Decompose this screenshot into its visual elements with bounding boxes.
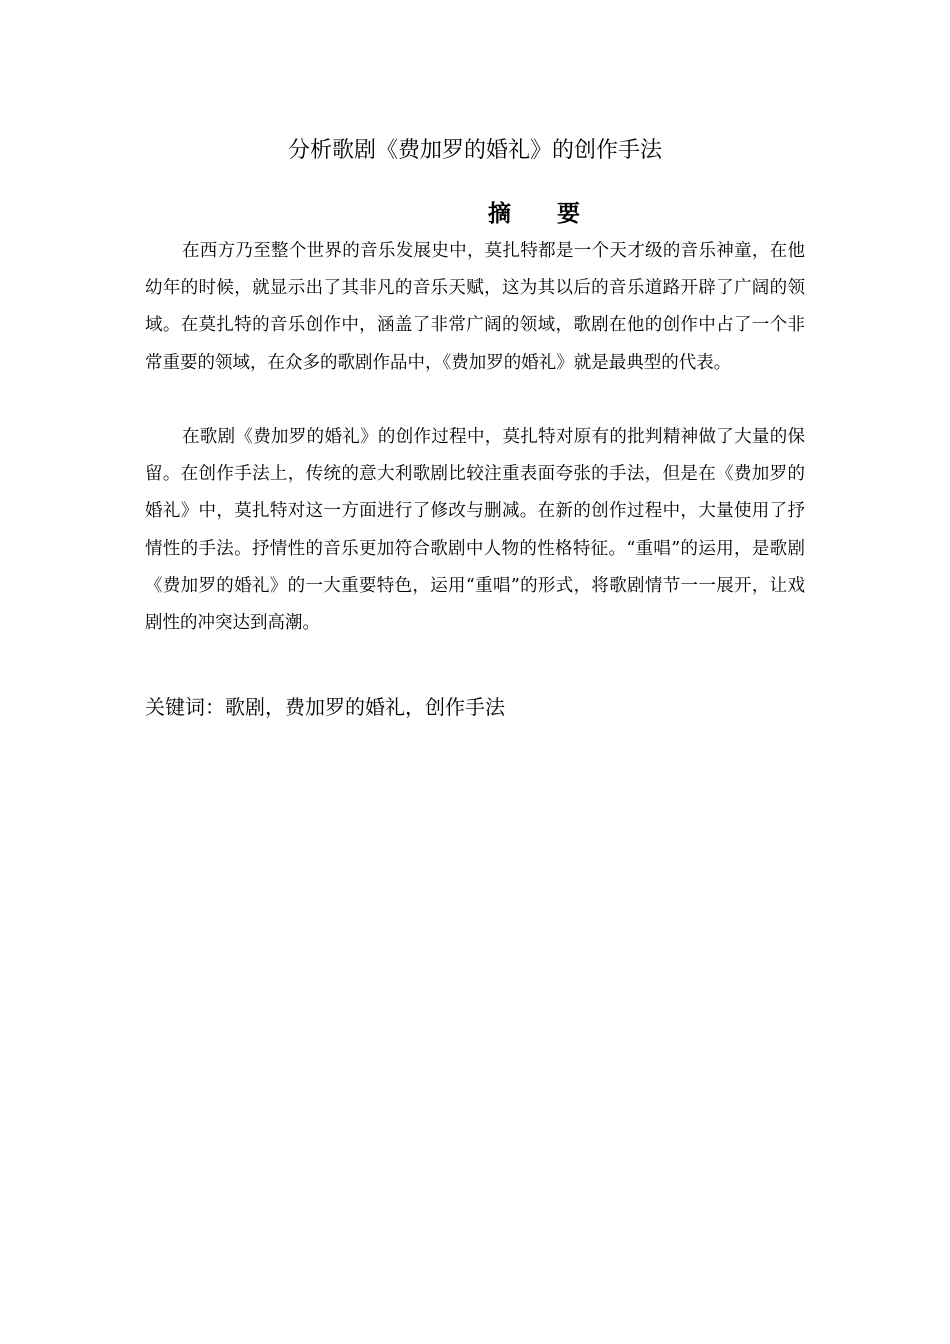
abstract-heading: 摘 要 bbox=[488, 201, 580, 227]
paper-title: 分析歌剧《费加罗的婚礼》的创作手法 bbox=[287, 138, 662, 163]
abstract-paragraph-1: 在西方乃至整个世界的音乐发展史中，莫扎特都是一个天才级的音乐神童，在他幼年的时候，就显示出了其非凡的音乐天赋，这为其以后的音乐道路开辟了广阔的领域。在莫扎特的音乐创作中，涵盖了非常广阔的领域，歌剧在他的创作中占了一个非常重要的领域，在众多的歌剧作品中，《费加罗的婚礼》就是最典型的代表。 bbox=[145, 241, 805, 373]
keywords-line: 关键词：歌剧，费加罗的婚礼，创作手法 bbox=[145, 695, 505, 719]
abstract-paragraph-2: 在歌剧《费加罗的婚礼》的创作过程中，莫扎特对原有的批判精神做了大量的保留。在创作手法上，传统的意大利歌剧比较注重表面夸张的手法，但是在《费加罗的婚礼》中，莫扎特对这一方面进行了修改与删减。在新的创作过程中，大量使用了抒情性的手法。抒情性的音乐更加符合歌剧中人物的性格特征。“重唱”的运用，是歌剧《费加罗的婚礼》的一大重要特色，运用“重唱”的形式，将歌剧情节一一展开，让戏剧性的冲突达到高潮。 bbox=[145, 427, 805, 634]
